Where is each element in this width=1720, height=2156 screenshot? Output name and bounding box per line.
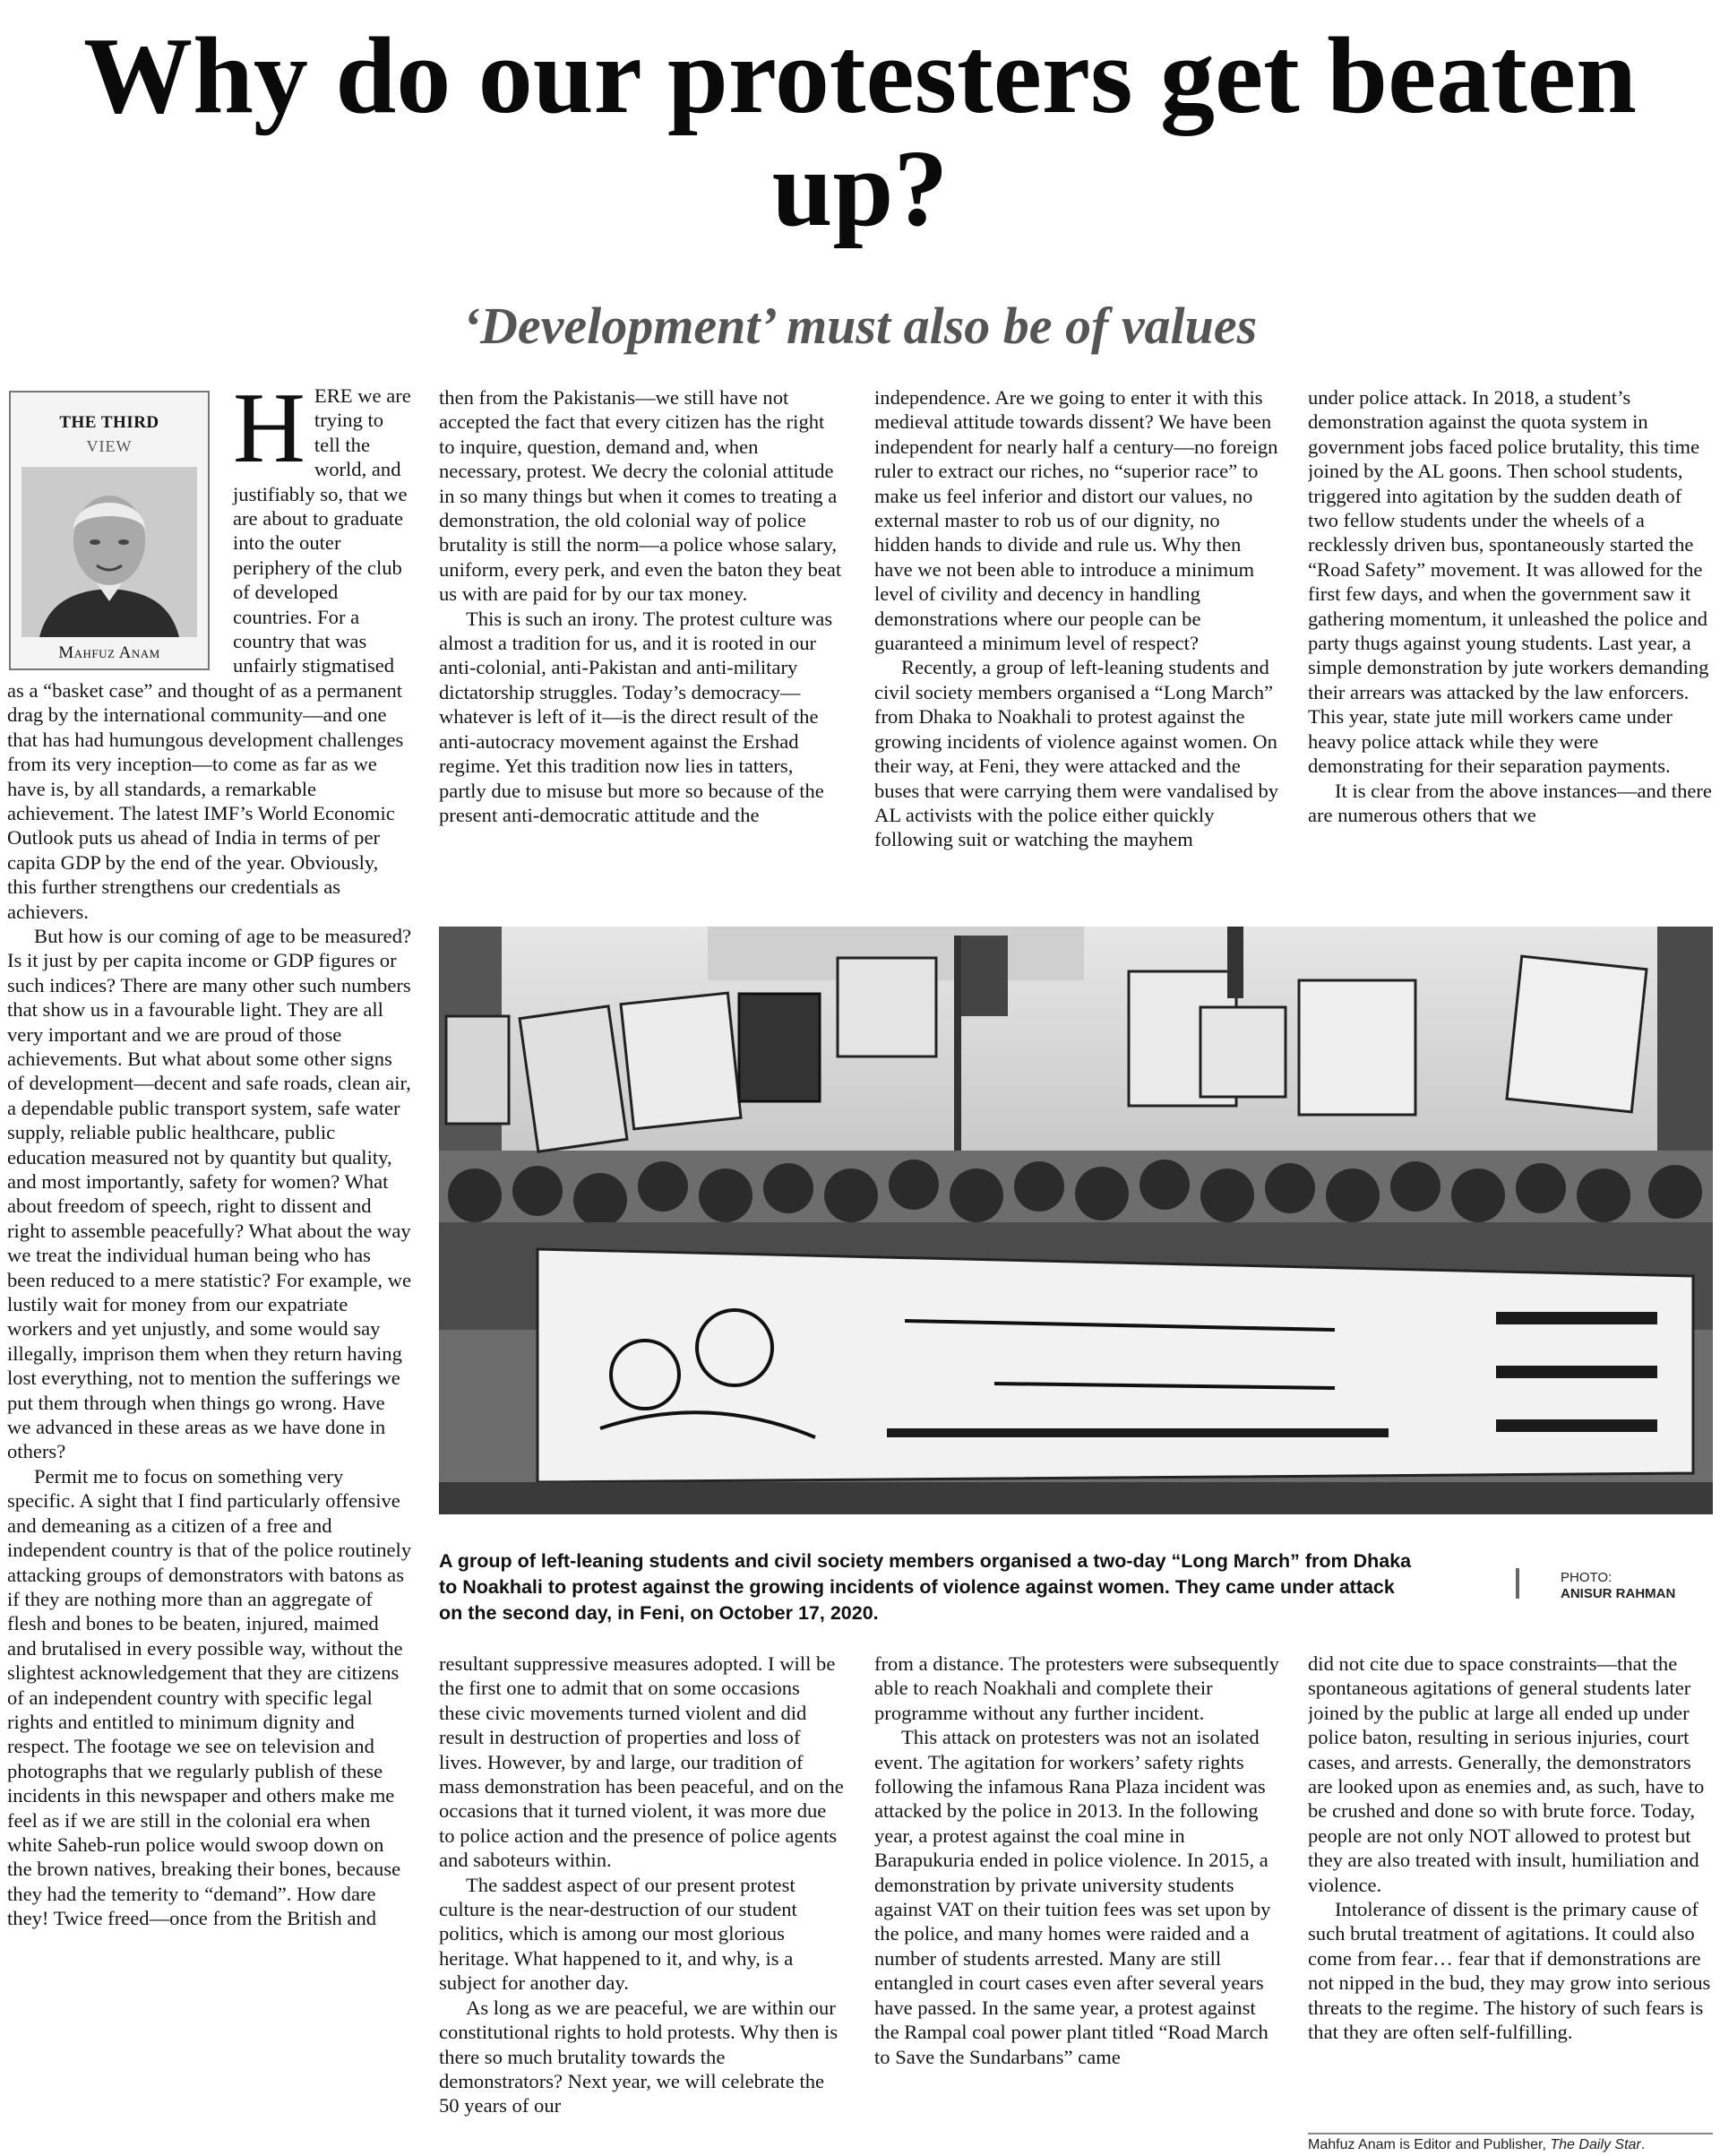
paragraph: This is such an irony. The protest culture was almost a tradition for us, and it is rooted in our anti-colonial, anti-Pakistan and anti-military dictatorship struggles. Today’s democracy—whatever is left of it—is the direct result of the anti-autocracy movement against the Ershad regime. Yet this tradition now lies in tatters, partly due to misuse but more so because of the present anti-democratic attitude and the (439, 607, 833, 826)
author-bio-paper: The Daily Star (1550, 2137, 1641, 2152)
article-column-2 (439, 385, 844, 907)
article-column-4 (1308, 385, 1713, 907)
paragraph: But how is our coming of age to be measured? Is it just by per capita income or GDP figures or such indices? There are many other such numbers that show us in a favourable light. They are all very important and we are proud of those achievements. But what about some other signs of development—decent and safe roads, clean air, a dependable public transport system, safe water supply, reliable public healthcare, public education measured not by quantity but quality, and most importantly, safety for women? What about freedom of speech, right to dissent and right to assemble peacefully? What about the way we treat the individual human being who has been reduced to a mere statistic? For example, we lustily wait for money from our expatriate workers and yet unjustly, and some would say illegally, imprison them when they return having lost everything, not to mention the sufferings we put them through when things go wrong. Have we advanced in these areas as we have done in others? (7, 924, 412, 1463)
credit-divider (1516, 1568, 1519, 1599)
paragraph: As long as we are peaceful, we are within our constitutional rights to hold protests. Why then is there so much brutality towards the demonstrators? Next year, we will celebrate the 50 years of our (439, 1996, 838, 2117)
article-column-3 (874, 385, 1279, 907)
paragraph: The saddest aspect of our present protest culture is the near-destruction of our student politics, which is among our most glorious heritage. What happened to it, and why, is a subject for another day. (439, 1873, 797, 1995)
author-bio-text: Mahfuz Anam is Editor and Publisher, (1308, 2137, 1551, 2152)
paragraph: did not cite due to space constraints—that the spontaneous agitations of general students later joined by the public at large all ended up under police baton, resulting in serious injuries, court cases, and arrests. Generally, the demonstrators are looked upon as enemies and, as such, have to be crushed and done so with brute force. Today, people are not only NOT allowed to protest but they are also treated with insult, humiliation and violence. (1308, 1652, 1705, 1896)
photo-caption: A group of left-leaning students and civil society members organised a two-day “Long March” from Dhaka to Noakhali to protest against the growing incidents of violence against women. They came under attack on the second day, in Feni, on October 17, 2020. (439, 1550, 1412, 1624)
column-badge-title: THE THIRD (59, 413, 159, 432)
paragraph: resultant suppressive measures adopted. I will be the first one to admit that on some occasions these civic movements turned violent and did result in destruction of properties and loss of lives. However, by and large, our tradition of mass demonstration has been peaceful, and on the occasions that it turned violent, it was more due to police action and the presence of police agents and saboteurs within. (439, 1652, 844, 1872)
paragraph: under police attack. In 2018, a student’s demonstration against the quota system in government jobs faced police brutality, this time joined by the AL goons. Then school students, triggered into agitation by the sudden death of two fellow students under the wheels of a recklessly driven bus, spontaneously started the “Road Safety” movement. It was allowed for the first few days, and when the government saw it gathering momentum, it unleashed the police and party thugs against young students. Last year, a simple demonstration by jute workers demanding their arrears was attacked by the law enforcers. This year, state jute mill workers came under heavy police attack while they were demonstrating for their separation payments. (1308, 386, 1709, 778)
paragraph: Intolerance of dissent is the primary cause of such brutal treatment of agitations. It could also come from fear… fear that if demonstrations are not nipped in the bud, they may grow into serious threats to the regime. The history of such fears is that they are often self-fulfilling. (1308, 1898, 1711, 2044)
article-column-4-lower (1308, 1651, 1713, 2135)
paragraph: then from the Pakistanis—we still have not accepted the fact that every citizen has the right to inquire, question, demand and, when necessary, protest. We decry the colonial attitude in so many things but when it comes to treating a demonstration, the old colonial way of police brutality is still the norm—a police whose salary, uniform, every perk, and even the baton they beat us with are paid for by our tax money. (439, 386, 842, 606)
paragraph: Permit me to focus on something very specific. A sight that I find particularly offensive and demeaning as a citizen of a free and independent country is that of the police routinely attacking groups of demonstrators with batons as if they are nothing more than an aggregate of flesh and bones to be beaten, injured, maimed and brutalised in every possible way, without the slightest acknowledgement that they are citizens of an independent country with specific legal rights and entitled to minimum dignity and respect. The footage we see on television and photographs that we regularly publish of these incidents in this newspaper and others make me feel as if we are still in the colonial era when white Saheb-run police would swoop down on the brown natives, breaking their bones, because they had the temerity to “demand”. How dare they! Twice freed—once from the British and (7, 1464, 412, 1930)
bio-divider (1308, 2133, 1713, 2134)
protest-march-photo (439, 927, 1713, 1514)
protest-photo (439, 927, 1713, 1514)
photo-credit-name: ANISUR RAHMAN (1561, 1586, 1676, 1601)
article-column-1 (7, 384, 412, 2154)
author-bio-end: . (1640, 2137, 1646, 2152)
author-portrait-icon (22, 467, 197, 637)
article-column-2-lower (439, 1651, 844, 2153)
photo-credit (1561, 1570, 1713, 1602)
paragraph: ERE we are trying to tell the world, and justifiably so, that we are about to graduate into the outer periphery of the club of developed countries. For a country that was unfairly stigmatised as a “basket case” and thought of as a permanent drag by the international community—and one that has had humungous development challenges from its very inception—to come as far as we have is, by all standards, a remarkable achievement. The latest IMF’s World Economic Outlook puts us ahead of India in terms of per capita GDP by the end of the year. Obviously, this further strengthens our credentials as achievers. (7, 384, 411, 923)
headline: Why do our protesters get beaten up? (83, 15, 1637, 249)
paragraph: from a distance. The protesters were subsequently able to reach Noakhali and complete their programme without any further incident. (874, 1652, 1279, 1724)
subheadline: ‘Development’ must also be of values (462, 297, 1258, 355)
column-badge (9, 391, 210, 670)
photo-credit-label: PHOTO: (1561, 1570, 1612, 1585)
paragraph: It is clear from the above instances—and there are numerous others that we (1308, 779, 1712, 826)
author-bio (1308, 2136, 1713, 2154)
paragraph: This attack on protesters was not an isolated event. The agitation for workers’ safety rights following the infamous Rana Plaza incident was attacked by the police in 2013. In the following year, a protest against the coal mine in Barapukuria ended in police violence. In 2015, a demonstration by private university students against VAT on their tuition fees was set upon by the police, and many homes were raided and a number of students arrested. Many are still entangled in court cases even after several years have passed. In the same year, a protest against the Rampal coal power plant titled “Road March to Save the Sundarbans” came (874, 1726, 1271, 2068)
paragraph: Recently, a group of left-leaning students and civil society members organised a “Long March” from Dhaka to Noakhali to protest against the growing incidents of violence against women. On their way, at Feni, they were attacked and the buses that were carrying them were vandalised by AL activists with the police either quickly following suit or watching the mayhem (874, 656, 1279, 851)
article-column-3-lower (874, 1651, 1279, 2153)
column-badge-subtitle: VIEW (86, 437, 133, 456)
drop-cap: H (233, 384, 305, 484)
paragraph: independence. Are we going to enter it with this medieval attitude towards dissent? We have been independent for nearly half a century—no foreign ruler to extract our riches, no “superior race” to make us feel inferior and distort our values, no external master to rob us of our dignity, no hidden hands to divide and rule us. Why then have we not been able to introduce a minimum level of civility and decency in handling demonstrations where our people can be guaranteed a minimum level of respect? (874, 386, 1278, 655)
column-badge-author: Mahfuz Anam (58, 642, 160, 662)
